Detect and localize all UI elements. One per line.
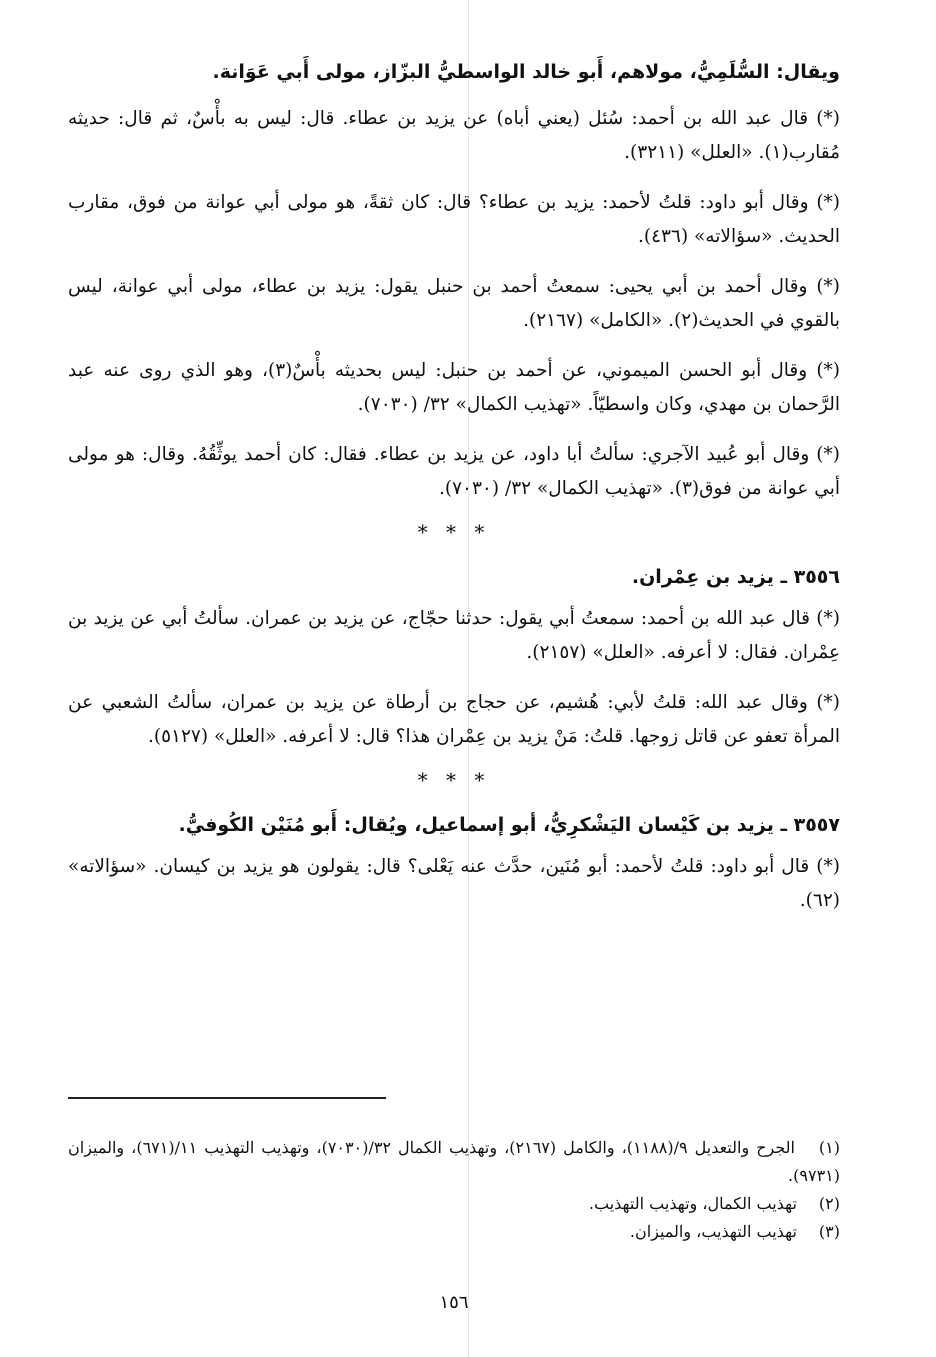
entry-3556 — [68, 558, 840, 754]
separator-stars: * * * — [417, 768, 491, 792]
header-line: ويقال: السُّلَمِيُّ، مولاهم، أَبو خالد الواسطيُّ البزّاز، مولى أَبي عَوَانة. — [212, 61, 840, 83]
paragraph: (*) وقال أبو داود: قلتُ لأحمد: يزيد بن عطاء؟ قال: كان ثقةً، هو مولى أبي عوانة من فوق، مقارب الحديث. «سؤالاته» (٤٣٦). — [68, 192, 840, 247]
paragraph: (*) وقال أبو الحسن الميموني، عن أحمد بن حنبل: ليس بحديثه بأْسٌ(٣)، وهو الذي روى عنه عبد الرَّحمان بن مهدي، وكان واسطيّاً. «تهذيب الكمال» ٣٢/ (٧٠٣٠). — [68, 360, 841, 415]
paragraph: (*) قال أبو داود: قلتُ لأحمد: أبو مُنَين، حدَّث عنه يَعْلى؟ قال: يقولون هو يزيد بن كيسان. «سؤالاته» (٦٢). — [68, 856, 840, 911]
page-body — [68, 52, 840, 1357]
entry-3557 — [68, 806, 840, 918]
footnote-text: تهذيب الكمال، وتهذيب التهذيب. — [588, 1194, 797, 1213]
paragraph: (*) وقال عبد الله: قلتُ لأبي: هُشيم، عن حجاج بن أرطاة عن يزيد بن عمران، سألتُ الشعبي عن المرأة تعفو عن قاتل زوجها. قلتُ: مَنْ يزيد بن عِمْران هذا؟ قال: لا أعرفه. «العلل» (٥١٢٧). — [68, 692, 840, 747]
footnote — [68, 1190, 840, 1218]
footnote-number: (١) — [818, 1138, 841, 1157]
section-entry-paragraphs — [68, 102, 840, 506]
footnote-text: الجرح والتعديل ٩/(١١٨٨)، والكامل (٢١٦٧)، وتهذيب الكمال ٣٢/(٧٠٣٠)، وتهذيب التهذيب ١١/(٦٧١)، والميزان (٩٧٣١). — [68, 1138, 840, 1185]
footnote-text: تهذيب التهذيب، والميزان. — [629, 1222, 797, 1241]
page-number: ١٥٦ — [439, 1292, 469, 1313]
paragraph: (*) وقال أحمد بن أبي يحيى: سمعتُ أحمد بن حنبل يقول: يزيد بن عطاء، مولى أبي عوانة، ليس بالقوي في الحديث(٢). «الكامل» (٢١٦٧). — [68, 276, 840, 331]
paragraph: (*) وقال أبو عُبيد الآجري: سألتُ أبا داود، عن يزيد بن عطاء. فقال: كان أحمد يوثِّقُهُ. وقال: هو مولى أبي عوانة من فوق(٣). «تهذيب الكمال» ٣٢/ (٧٠٣٠). — [68, 444, 840, 499]
footnote-divider — [68, 1097, 386, 1100]
entry-title: ٣٥٥٦ ـ يزيد بن عِمْران. — [631, 566, 840, 588]
footnotes — [68, 1134, 840, 1246]
footnote — [68, 1134, 840, 1190]
footnote-number: (٣) — [818, 1222, 840, 1241]
separator-stars: * * * — [417, 520, 491, 544]
footnote — [68, 1218, 840, 1246]
paragraph: (*) قال عبد الله بن أحمد: سُئل (يعني أباه) عن يزيد بن عطاء. قال: ليس به بأْسٌ، ثم قال: حديثه مُقارب(١). «العلل» (٣٢١١). — [68, 108, 840, 163]
paragraph: (*) قال عبد الله بن أحمد: سمعتُ أبي يقول: حدثنا حجّاج، عن يزيد بن عمران. سألتُ أبي عن يزيد بن عِمْران. فقال: لا أعرفه. «العلل» (٢١٥٧). — [68, 608, 840, 663]
entry-title: ٣٥٥٧ ـ يزيد بن كَيْسان اليَشْكرِيُّ، أبو إسماعيل، ويُقال: أَبو مُنَيْن الكُوفيُّ. — [178, 814, 840, 836]
footnote-number: (٢) — [818, 1194, 840, 1213]
